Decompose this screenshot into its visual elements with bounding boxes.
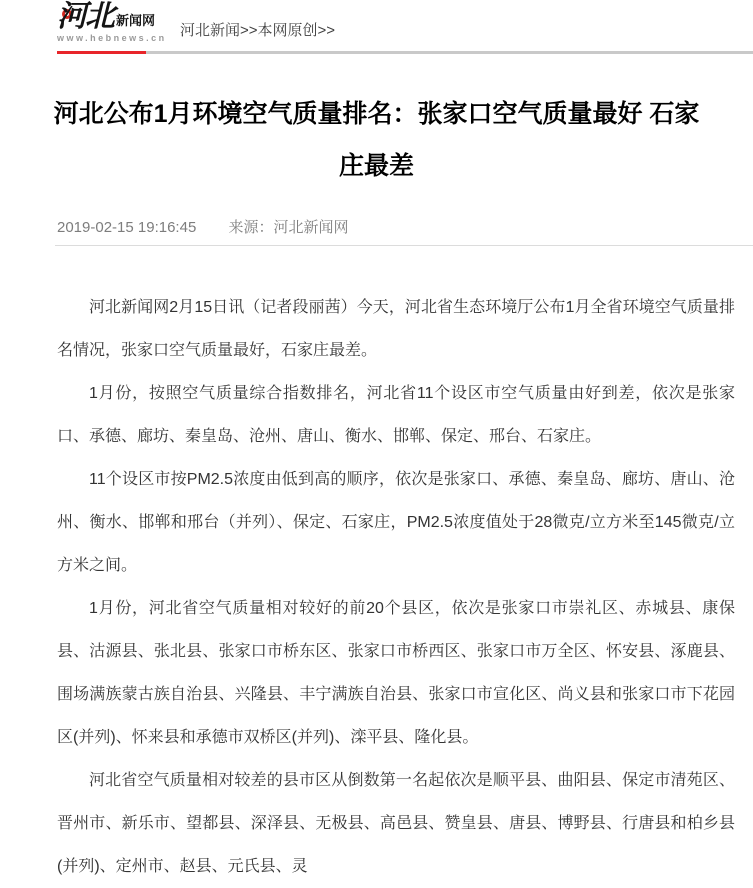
breadcrumb[interactable]: 河北新闻>>本网原创>> <box>180 22 336 39</box>
logo-calligraphy <box>57 2 113 32</box>
article-source: 来源：河北新闻网 <box>228 219 349 236</box>
article-paragraph: 1月份，按照空气质量综合指数排名，河北省11个设区市空气质量由好到差，依次是张家口、承德、廊坊、秦皇岛、沧州、唐山、衡水、邯郸、保定、邢台、石家庄。 <box>57 385 735 445</box>
article-paragraph: 河北新闻网2月15日讯（记者段丽茜）今天，河北省生态环境厅公布1月全省环境空气质量排名情况，张家口空气质量最好，石家庄最差。 <box>57 299 735 359</box>
article-body <box>57 286 735 888</box>
article-paragraph: 河北省空气质量相对较差的县市区从倒数第一名起依次是顺平县、曲阳县、保定市清苑区、晋州市、新乐市、望都县、深泽县、无极县、高邑县、赞皇县、唐县、博野县、行唐县和柏乡县(并列)、定州市、赵县、元氏县、灵 <box>57 772 735 875</box>
article-paragraph: 1月份，河北省空气质量相对较好的前20个县区，依次是张家口市崇礼区、赤城县、康保县、沽源县、张北县、张家口市桥东区、张家口市桥西区、张家口市万全区、怀安县、涿鹿县、围场满族蒙古族自治县、兴隆县、丰宁满族自治县、张家口市宣化区、尚义县和张家口市下花园区(并列)、怀来县和承德市双桥区(并列)、滦平县、隆化县。 <box>57 600 735 746</box>
publish-datetime: 2019-02-15 19:16:45 <box>57 219 197 236</box>
article-paragraph: 11个设区市按PM2.5浓度由低到高的顺序，依次是张家口、承德、秦皇岛、廊坊、唐山、沧州、衡水、邯郸和邢台（并列）、保定、石家庄，PM2.5浓度值处于28微克/立方米至145微克/立方米之间。 <box>57 471 735 574</box>
header-divider-red-segment <box>57 51 146 54</box>
article-meta <box>57 216 753 237</box>
site-header <box>0 0 753 51</box>
header-divider <box>57 51 753 54</box>
logo-suffix-text: 新闻网 <box>116 13 156 28</box>
site-logo[interactable] <box>57 2 175 43</box>
page-title: 河北公布1月环境空气质量排名：张家口空气质量最好 石家庄最差 <box>53 100 700 180</box>
logo-url-text: www.hebnews.cn <box>57 33 167 43</box>
meta-divider <box>55 245 753 246</box>
logo-main-text: 河北 <box>57 0 113 34</box>
